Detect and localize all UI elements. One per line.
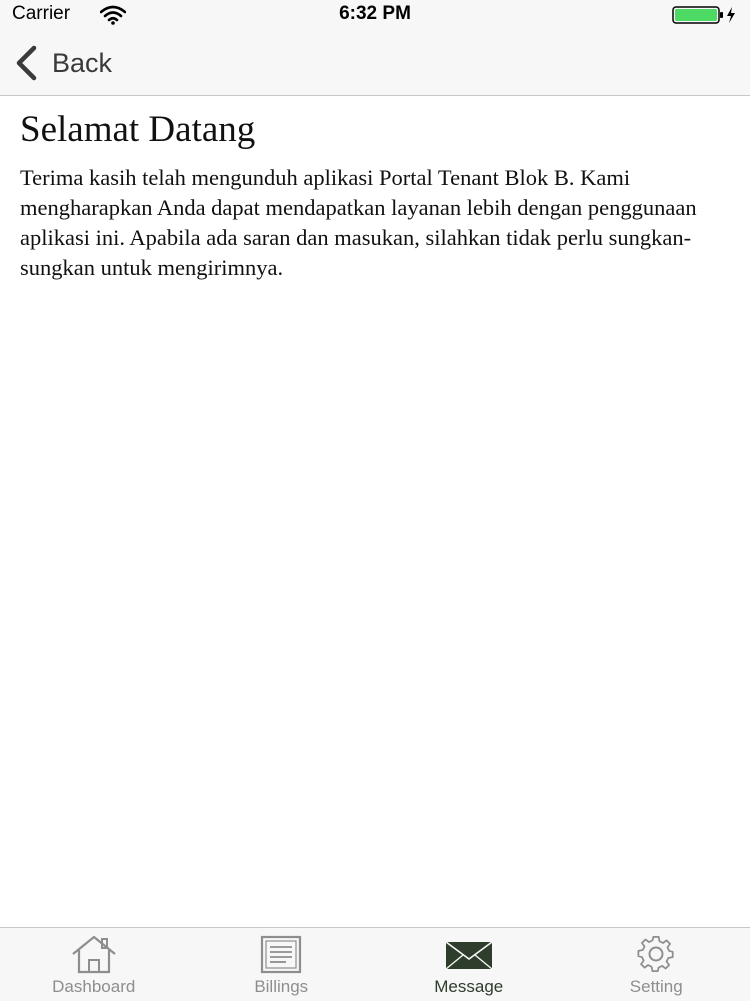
message-body: Terima kasih telah mengunduh aplikasi Portal Tenant Blok B. Kami mengharapkan Anda dapat mendapatkan layanan lebih dengan penggunaan aplikasi ini. Apabila ada saran dan masukan, silahkan tidak perlu sungkan-sungkan untuk mengirimnya.	[20, 163, 720, 283]
gear-icon	[631, 934, 681, 974]
tab-setting[interactable]	[563, 928, 750, 1001]
tab-bar	[0, 927, 750, 1001]
tab-label: Dashboard	[52, 977, 135, 997]
envelope-icon	[444, 934, 494, 974]
tab-label: Setting	[630, 977, 683, 997]
carrier-label: Carrier	[12, 3, 70, 25]
battery-charging-icon	[672, 6, 742, 24]
tab-message[interactable]	[375, 928, 563, 1001]
chevron-left-icon	[12, 45, 40, 81]
back-label: Back	[52, 48, 112, 79]
status-time: 6:32 PM	[0, 3, 750, 25]
page-title: Selamat Datang	[20, 108, 720, 151]
house-icon	[69, 934, 119, 974]
back-button[interactable]	[12, 44, 112, 82]
tab-billings[interactable]	[188, 928, 376, 1001]
document-icon	[256, 934, 306, 974]
status-bar	[0, 0, 750, 30]
tab-label: Billings	[254, 977, 308, 997]
tab-label: Message	[434, 977, 503, 997]
tab-dashboard[interactable]	[0, 928, 188, 1001]
navigation-bar	[0, 30, 750, 96]
message-content	[20, 108, 720, 283]
